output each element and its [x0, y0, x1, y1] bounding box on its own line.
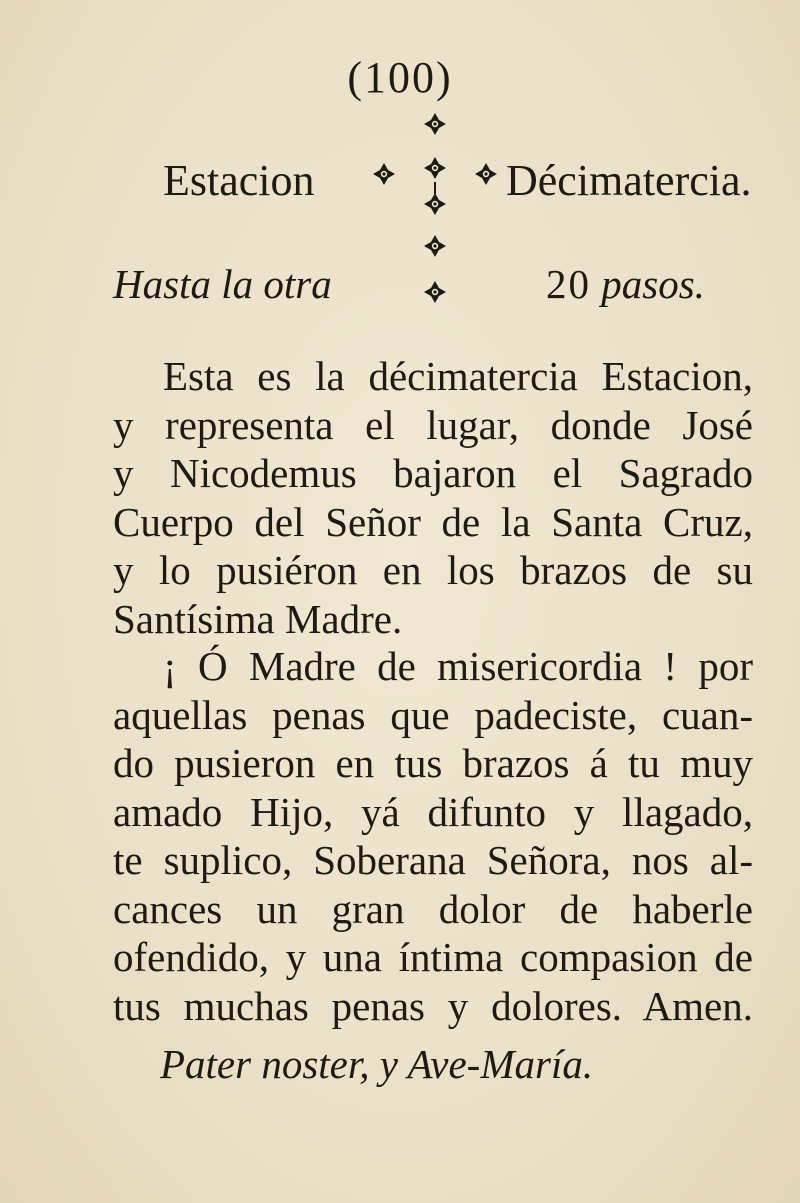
text-line: Cuerpo del Señor de la Santa Cruz,	[113, 498, 753, 545]
closing-prayer: Pater noster, y Ave-María.	[160, 1041, 594, 1087]
text-line: aquellas penas que padeciste, cuan-	[113, 691, 753, 738]
paragraph-prayer	[113, 642, 753, 1030]
text-line: tus muchas penas y dolores. Amen.	[113, 982, 753, 1029]
until-next-label: Hasta la otra	[113, 261, 332, 307]
ornamental-cross-icon	[360, 108, 510, 318]
text-line: ofendido, y una íntima compasion de	[113, 934, 753, 980]
text-line: y lo pusiéron en los brazos de su	[113, 547, 753, 593]
text-line: cances un gran dolor de haberle	[113, 885, 753, 932]
station-number: Décimatercia.	[506, 156, 752, 205]
text-line: Esta es la décimatercia Estacion,	[163, 353, 753, 399]
text-line: y representa el lugar, donde José	[113, 401, 753, 448]
page-number: (100)	[347, 53, 453, 102]
text-line: te suplico, Soberana Señora, nos al-	[113, 837, 753, 883]
text-line: y Nicodemus bajaron el Sagrado	[113, 450, 753, 496]
text-line: amado Hijo, yá difunto y llagado,	[113, 788, 753, 835]
text-line: Santísima Madre.	[113, 595, 403, 642]
steps-count	[546, 260, 705, 308]
station-label: Estacion	[163, 156, 315, 205]
steps-word: pasos.	[601, 261, 705, 307]
paragraph-description	[113, 352, 753, 643]
steps-number: 20	[546, 261, 591, 307]
text-line: ¡ Ó Madre de misericordia ! por	[163, 643, 753, 689]
text-line: do pusieron en tus brazos á tu muy	[113, 740, 753, 786]
